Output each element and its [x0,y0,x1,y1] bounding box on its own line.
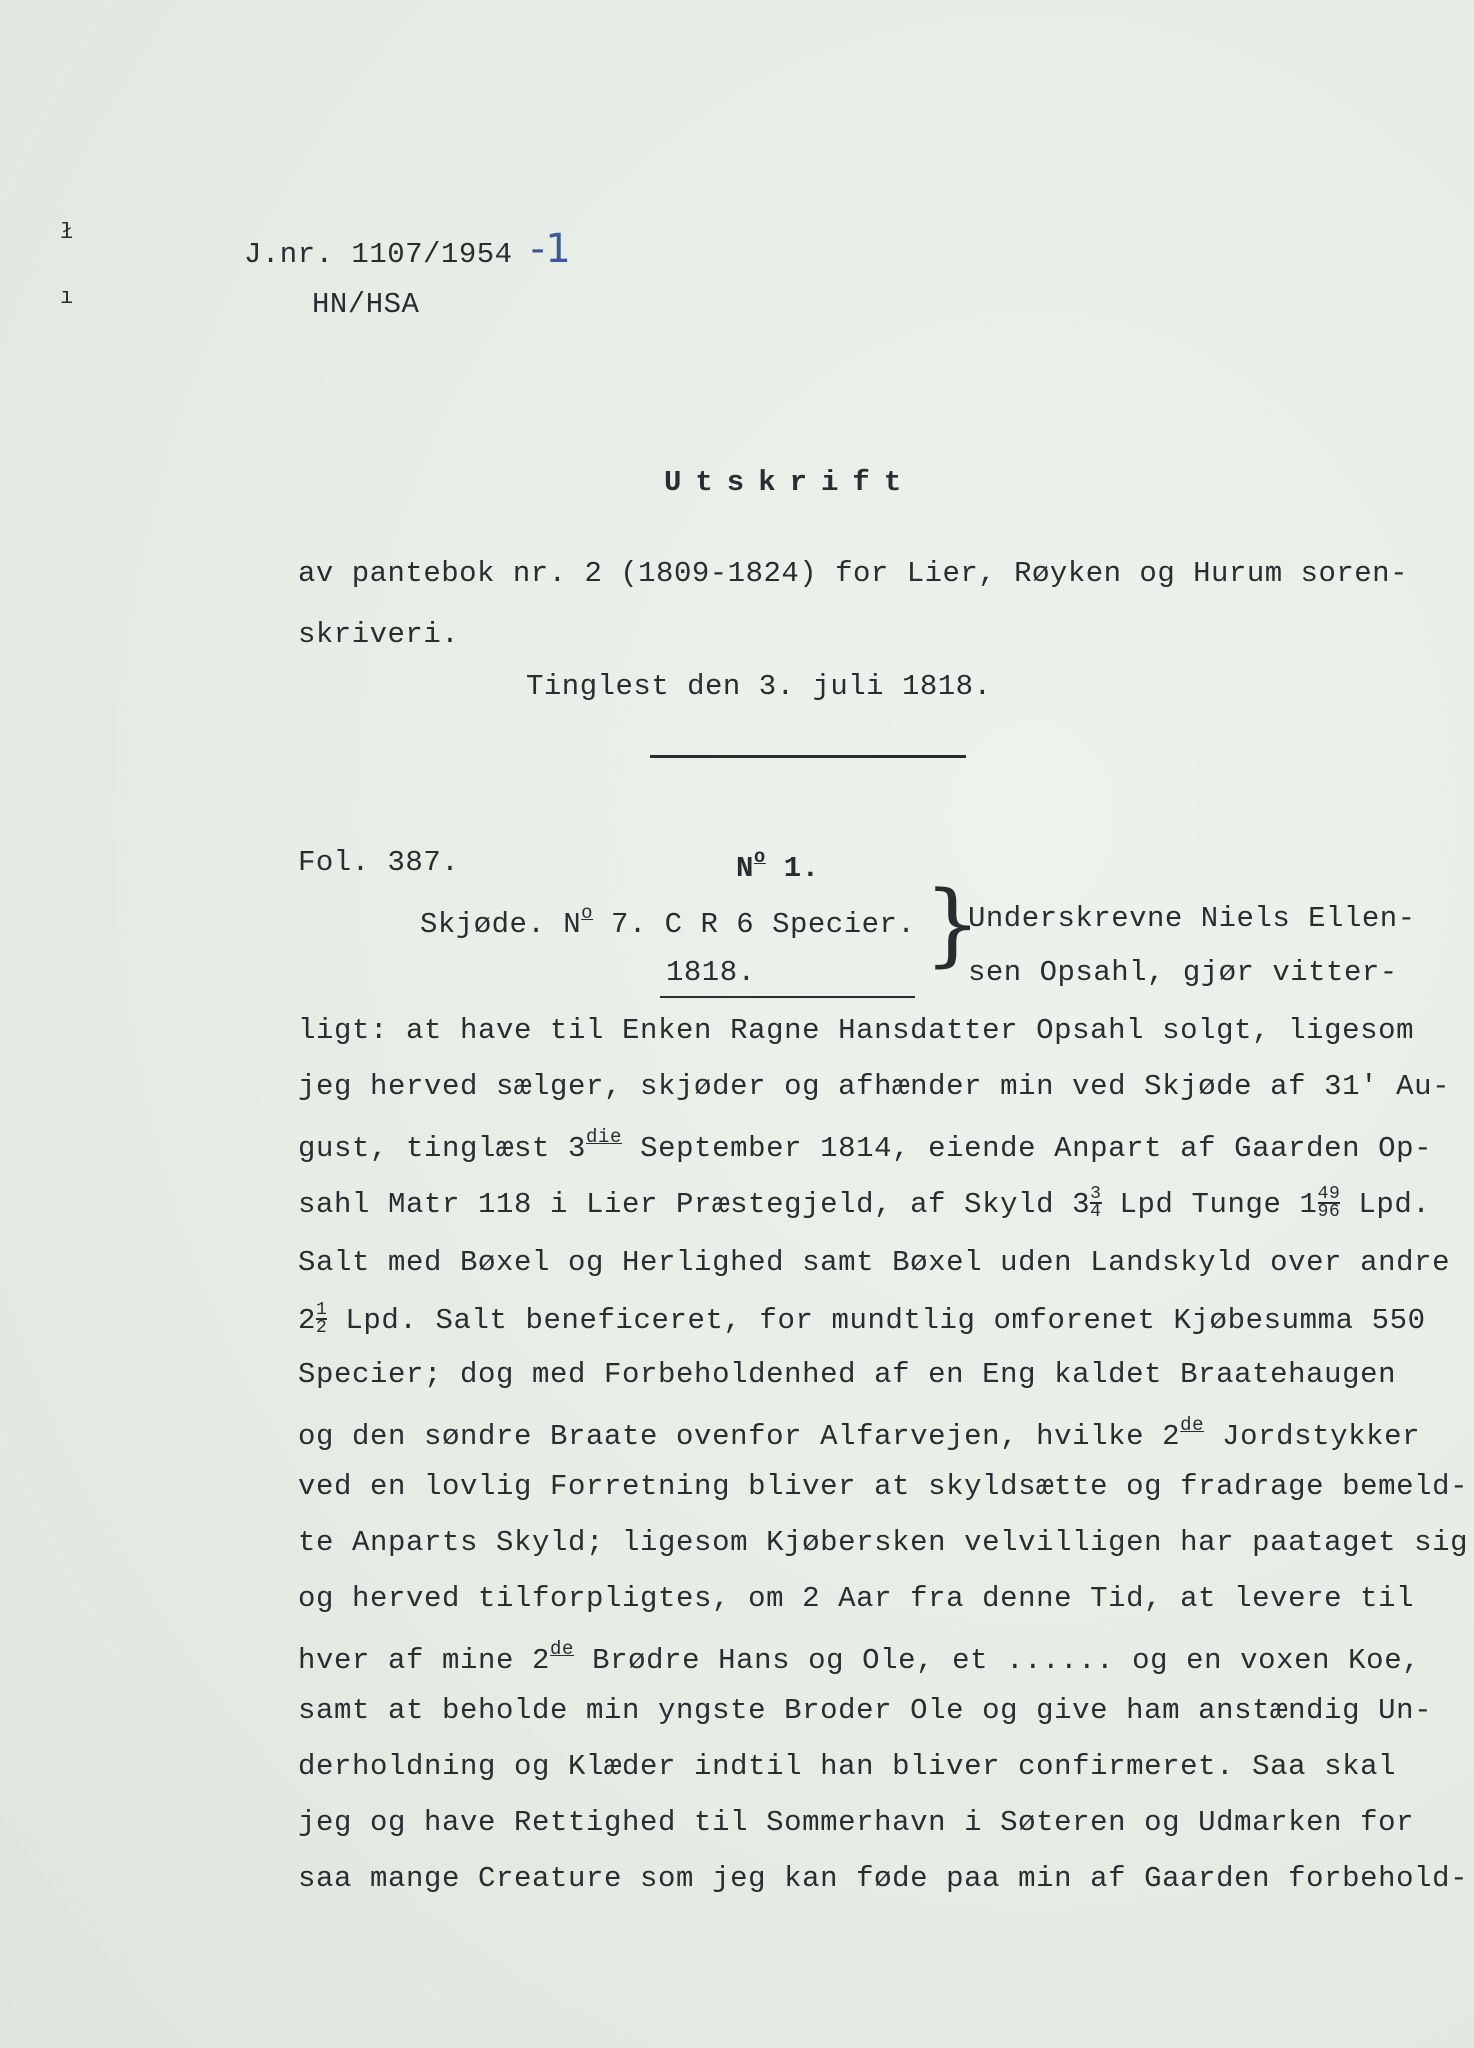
entry-right-1: Underskrevne Niels Ellen- [968,902,1416,935]
body-line-1: ligt: at have til Enken Ragne Hansdatter Opsahl solgt, ligesom [298,1014,1415,1047]
body-line-11: og herved tilforpligtes, om 2 Aar fra denne Tid, at levere til [298,1582,1415,1615]
initials: HN/HSA [312,288,420,321]
curly-brace: } [924,872,982,977]
separator-rule [650,755,966,758]
body-line-2: jeg herved sælger, skjøder og afhænder min ved Skjøde af 31' Au- [298,1070,1451,1103]
document-title: Utskrift [664,466,916,499]
body-line-15: jeg og have Rettighed til Sommerhavn i Søteren og Udmarken for [298,1806,1415,1839]
body-line-4: sahl Matr 118 i Lier Præstegjeld, af Skyld 3 $\frac{3}{4}$ Lpd Tunge 1 $\frac{49}{96}$ Lpd. [298,1184,1431,1222]
body-line-12: hver af mine 2de Brødre Hans og Ole, et ...... og en voxen Koe, [298,1638,1421,1677]
year-underline [660,996,915,998]
fraction-49-96: $\frac{49}{96}$ [1317,1184,1341,1222]
intro-line-1: av pantebok nr. 2 (1809-1824) for Lier, Røyken og Hurum soren- [298,557,1408,590]
entry-year: 1818. [666,956,756,989]
folio: Fol. 387. [298,846,460,879]
body-line-14: derholdning og Klæder indtil han bliver confirmeret. Saa skal [298,1750,1397,1783]
body-line-7: Specier; dog med Forbeholdenhed af en Eng kaldet Braatehaugen [298,1358,1397,1391]
entry-number: $N^o$ 1. [736,846,820,885]
margin-mark-bottom: ı [60,285,74,310]
fraction-1-2: $\frac{1}{2}$ [316,1300,328,1338]
journal-number: J.nr. 1107/1954 -1 [244,226,572,272]
body-line-5: Salt med Bøxel og Herlighed samt Bøxel uden Landskyld over andre [298,1246,1451,1279]
entry-heading: Skjøde. $N^o$ 7. C R 6 Specier. [420,902,916,941]
fraction-3-4: $\frac{3}{4}$ [1090,1184,1102,1222]
body-line-8: og den søndre Braate ovenfor Alfarvejen, hvilke 2de Jordstykker [298,1414,1421,1453]
entry-right-2: sen Opsahl, gjør vitter- [968,956,1398,989]
margin-mark-top: ł [60,220,74,245]
body-line-3: gust, tinglæst $3^{die}$ September 1814, eiende Anpart af Gaarden Op- [298,1126,1433,1165]
body-line-6: 2 $\frac{1}{2}$ Lpd. Salt beneficeret, for mundtlig omforenet Kjøbesumma 550 [298,1300,1426,1338]
body-line-10: te Anparts Skyld; ligesom Kjøbersken velvilligen har paataget sig [298,1526,1469,1559]
handwritten-suffix: -1 [530,226,572,272]
body-line-16: saa mange Creature som jeg kan føde paa min af Gaarden forbehold- [298,1862,1469,1895]
body-line-9: ved en lovlig Forretning bliver at skyldsætte og fradrage bemeld- [298,1470,1469,1503]
intro-line-2: skriveri. [298,618,460,651]
tinglest-date: Tinglest den 3. juli 1818. [526,670,992,703]
body-line-13: samt at beholde min yngste Broder Ole og give ham anstændig Un- [298,1694,1433,1727]
